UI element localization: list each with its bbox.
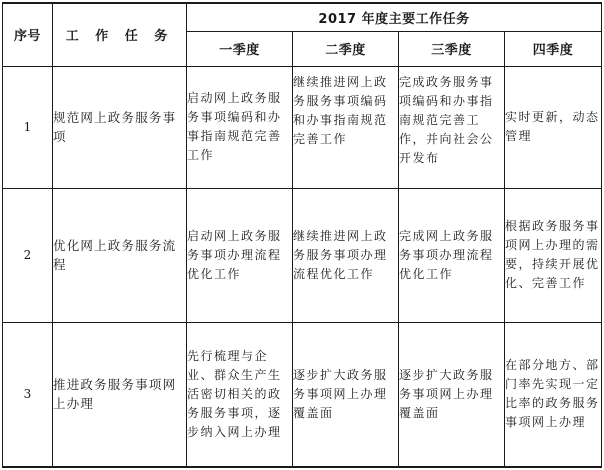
table-row [3,189,602,323]
row-task: 推进政务服务事项网上办理 [53,322,187,467]
cell-q4: 在部分地方、部门率先实现一定比率的政务服务事项网上办理 [505,322,602,467]
cell-q1: 先行梳理与企业、群众生产生活密切相关的政务服务事项，逐步纳入网上办理 [187,322,293,467]
header-task: 工 作 任 务 [53,3,187,66]
cell-q2: 逐步扩大政务服务事项网上办理覆盖面 [293,322,399,467]
cell-q2: 继续推进网上政务服务事项办理流程优化工作 [293,189,399,323]
header-q4: 四季度 [505,31,602,66]
work-task-table [2,2,602,468]
header-q3: 三季度 [399,31,505,66]
table-row [3,66,602,189]
row-index: 1 [3,66,53,189]
header-index: 序号 [3,3,53,66]
row-task: 优化网上政务服务流程 [53,189,187,323]
cell-q4: 根据政务服务事项网上办理的需要，持续开展优化、完善工作 [505,189,602,323]
row-task: 规范网上政务服务事项 [53,66,187,189]
cell-q3: 完成政务服务事项编码和办事指南规范完善工作，并向社会公开发布 [399,66,505,189]
cell-q1: 启动网上政务服务事项编码和办事指南规范完善工作 [187,66,293,189]
header-q1: 一季度 [187,31,293,66]
cell-q4: 实时更新，动态管理 [505,66,602,189]
table-row [3,322,602,467]
header-q2: 二季度 [293,31,399,66]
cell-q3: 逐步扩大政务服务事项网上办理覆盖面 [399,322,505,467]
cell-q3: 完成网上政务服务事项办理流程优化工作 [399,189,505,323]
row-index: 3 [3,322,53,467]
row-index: 2 [3,189,53,323]
cell-q2: 继续推进网上政务服务事项编码和办事指南规范完善工作 [293,66,399,189]
cell-q1: 启动网上政务服务事项办理流程优化工作 [187,189,293,323]
header-year-title: 2017 年度主要工作任务 [187,3,602,31]
